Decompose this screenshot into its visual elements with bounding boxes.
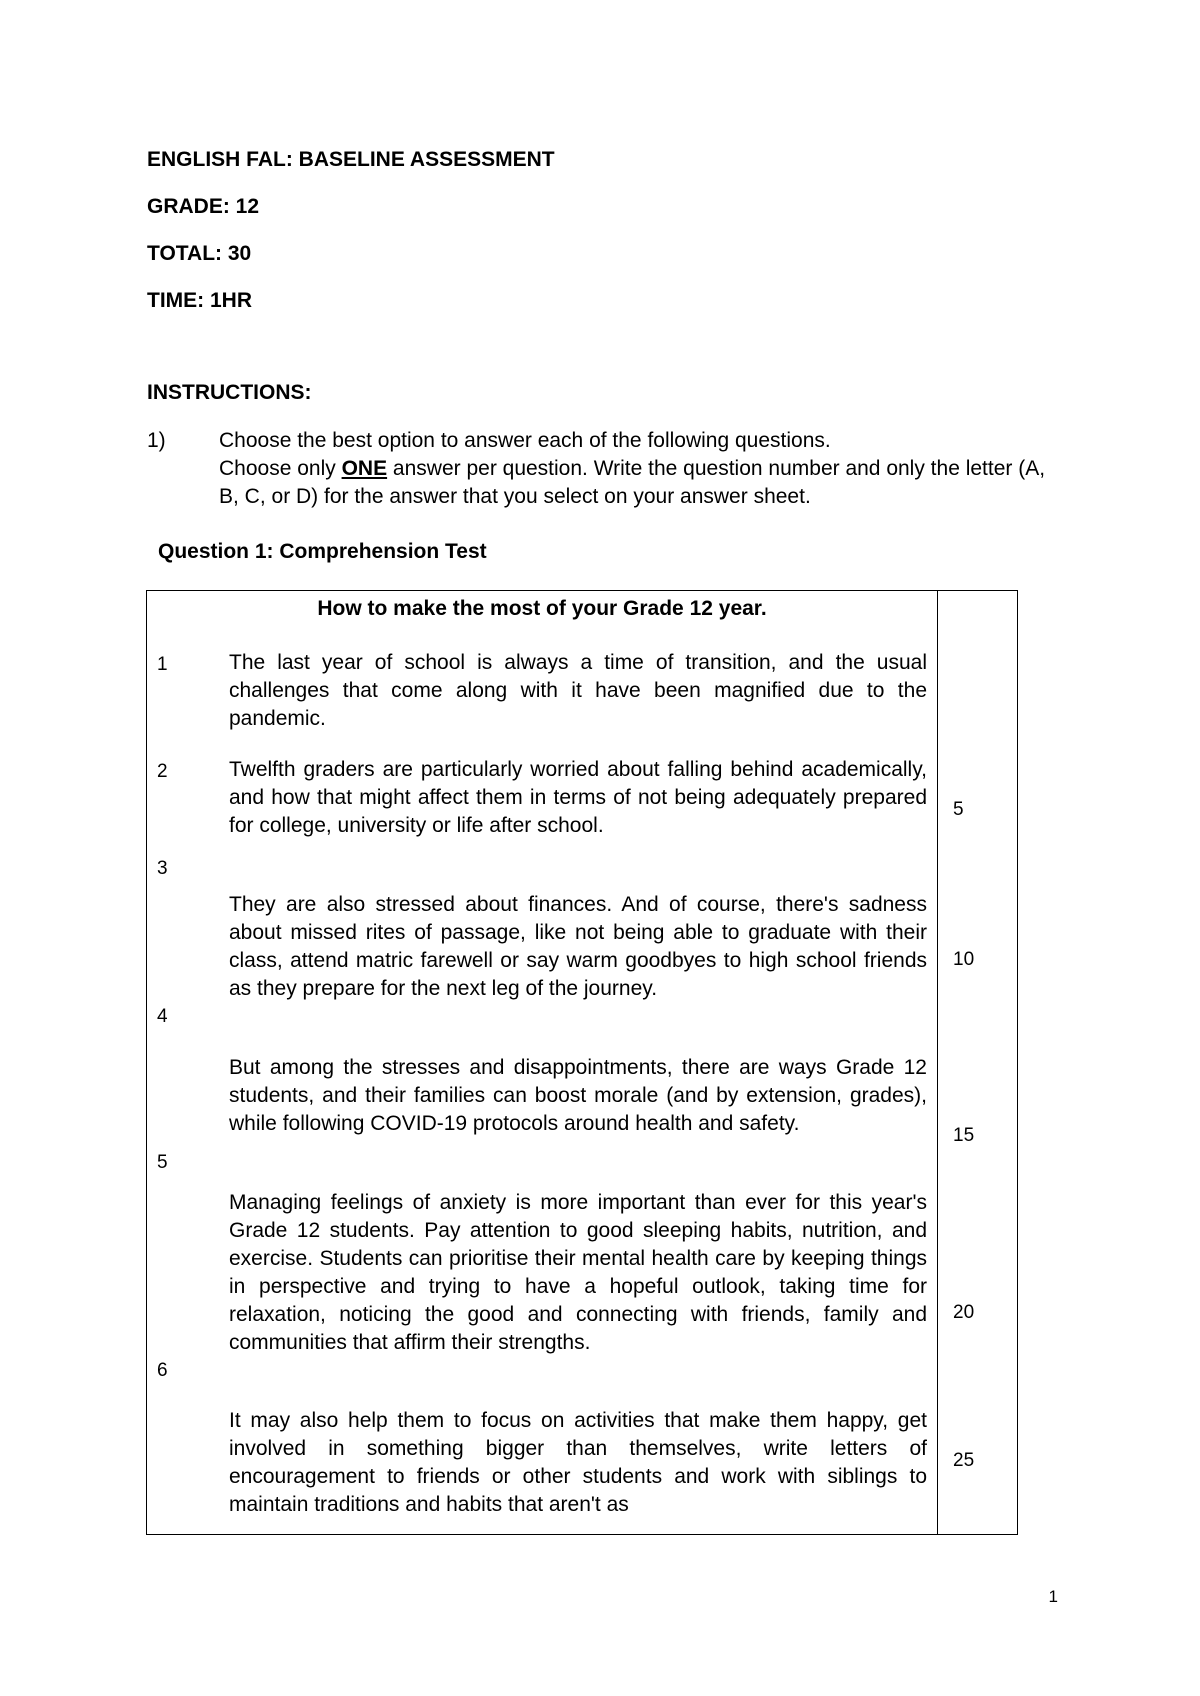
instruction-emphasis: ONE bbox=[341, 457, 388, 480]
instruction-line-1: Choose the best option to answer each of the following questions. bbox=[219, 429, 831, 452]
passage-paragraph-6: It may also help them to focus on activities that make them happy, get involved in something bigger than themselves, write letters of encouragement to friends or other students and work with siblings to maintain traditions and habits that aren't as bbox=[229, 1409, 927, 1516]
passage-box bbox=[146, 590, 1018, 1535]
total-label: TOTAL: 30 bbox=[147, 242, 252, 265]
line-number: 10 bbox=[953, 949, 975, 970]
passage-paragraph-1: The last year of school is always a time of transition, and the usual challenges that come along with it have been magnified due to the pandemic. bbox=[229, 651, 927, 730]
instruction-line-2-end: answer per question. Write the question number and only the letter (A, B, C, or D) for the answer that you select on your answer sheet. bbox=[219, 457, 1046, 508]
instructions-heading: INSTRUCTIONS: bbox=[147, 381, 312, 404]
passage-paragraph-2: Twelfth graders are particularly worried about falling behind academically, and how that might affect them in terms of not being adequately prepared for college, university or life after school. bbox=[229, 758, 927, 837]
paragraph-number: 4 bbox=[157, 1006, 168, 1027]
instruction-line-2 bbox=[219, 455, 1049, 511]
paragraph-number: 3 bbox=[157, 858, 168, 879]
line-number: 25 bbox=[953, 1450, 975, 1471]
passage-paragraph-3: They are also stressed about finances. And of course, there's sadness about missed rites of passage, like not being able to graduate with their class, attend matric farewell or say warm goodbyes to high school friends as they prepare for the next leg of the journey. bbox=[229, 893, 927, 1000]
passage-title: How to make the most of your Grade 12 year. bbox=[317, 597, 767, 620]
paragraph-number: 5 bbox=[157, 1152, 168, 1173]
line-number-column-divider bbox=[937, 591, 938, 1534]
page-number: 1 bbox=[1048, 1587, 1058, 1606]
instruction-line-2-start: Choose only bbox=[219, 457, 342, 480]
paragraph-number: 2 bbox=[157, 761, 168, 782]
instruction-number: 1) bbox=[147, 429, 166, 452]
question-1-title: Question 1: Comprehension Test bbox=[158, 540, 487, 563]
line-number: 20 bbox=[953, 1302, 975, 1323]
instruction-text bbox=[219, 427, 1049, 511]
line-number: 5 bbox=[953, 799, 964, 820]
passage-paragraph-4: But among the stresses and disappointments, there are ways Grade 12 students, and their families can boost morale (and by extension, grades), while following COVID-19 protocols around health and safety. bbox=[229, 1056, 927, 1135]
grade-label: GRADE: 12 bbox=[147, 195, 260, 218]
passage-paragraph-5: Managing feelings of anxiety is more important than ever for this year's Grade 12 students. Pay attention to good sleeping habits, nutrition, and exercise. Students can prioritise their mental health care by keeping things in perspective and trying to have a hopeful outlook, taking time for relaxation, noticing the good and connecting with friends, family and communities that affirm their strengths. bbox=[229, 1191, 927, 1354]
line-number: 15 bbox=[953, 1125, 975, 1146]
paragraph-number: 1 bbox=[157, 654, 168, 675]
paragraph-number: 6 bbox=[157, 1360, 168, 1381]
document-title: ENGLISH FAL: BASELINE ASSESSMENT bbox=[147, 148, 555, 171]
time-label: TIME: 1HR bbox=[147, 289, 252, 312]
